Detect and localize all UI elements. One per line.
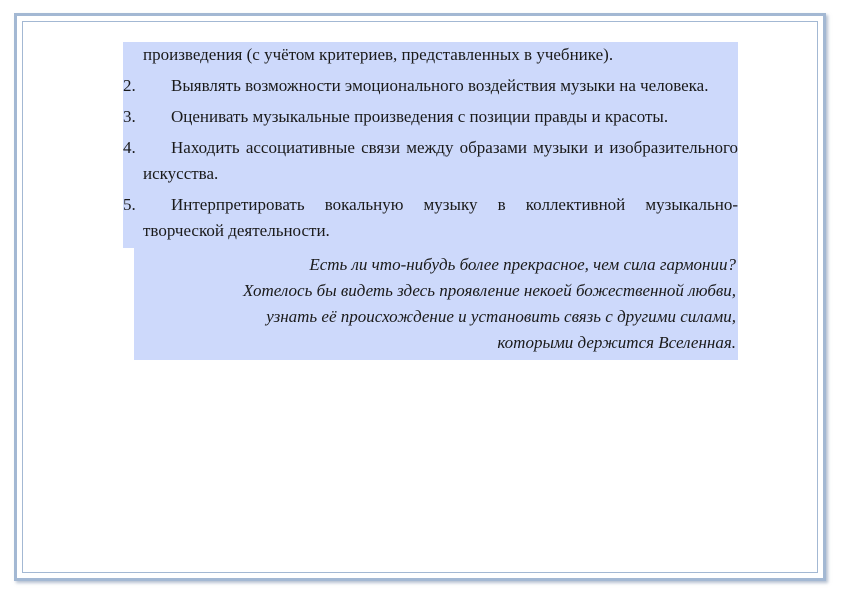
list-item-5 bbox=[123, 192, 738, 244]
list-item-number: 4. bbox=[123, 138, 136, 157]
epigraph-quote bbox=[134, 248, 738, 360]
list-item-text: Оценивать музыкальные произведения с позиции правды и красоты. bbox=[171, 107, 669, 126]
list-item-2 bbox=[123, 73, 738, 99]
list-item-number: 5. bbox=[123, 195, 136, 214]
objectives-list bbox=[123, 42, 738, 248]
quote-line: узнать её происхождение и установить связь с другими силами, bbox=[266, 307, 736, 326]
quote-line: Хотелось бы видеть здесь проявление некоей божественной любви, bbox=[242, 281, 736, 300]
list-item-number: 3. bbox=[123, 107, 136, 126]
slide-content bbox=[123, 42, 738, 360]
list-item-4 bbox=[123, 135, 738, 187]
quote-line: Есть ли что-нибудь более прекрасное, чем сила гармонии? bbox=[309, 255, 736, 274]
list-item-text: Находить ассоциативные связи между образами музыки и изобразительного искусства. bbox=[143, 138, 738, 183]
list-item-text: Интерпретировать вокальную музыку в коллективной музыкально-творческой деятельности. bbox=[143, 195, 738, 240]
list-item-continuation: произведения (с учётом критериев, представленных в учебнике). bbox=[143, 45, 614, 64]
list-item-3 bbox=[123, 104, 738, 130]
list-item-number: 2. bbox=[123, 76, 136, 95]
list-item-text: Выявлять возможности эмоционального воздействия музыки на человека. bbox=[171, 76, 709, 95]
quote-line: которыми держится Вселенная. bbox=[497, 333, 736, 352]
